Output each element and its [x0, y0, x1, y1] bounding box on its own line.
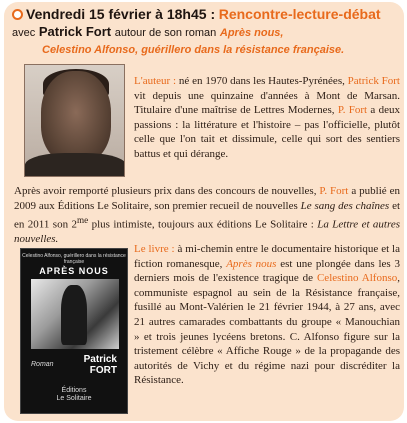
event-date: Vendredi 15 février à 18h45 :: [26, 6, 216, 22]
cover-image: [31, 279, 119, 349]
prizes-paragraph: Après avoir remporté plusieurs prix dans des concours de nouvelles, P. Fort a publié en 2009 aux Éditions Le Solitaire, son premier recueil de nouvelles Le sang des chaînes et en 2011 son $2^{me}$ plus intimiste, toujours aux éditions Le Solitaire : La Lettre et autres nouvelles.: [14, 185, 401, 246]
header-subtitle: Celestino Alfonso, guérillero dans la résistance française.: [42, 44, 345, 56]
around-text: autour de son roman: [114, 27, 217, 39]
author-photo: [24, 64, 125, 177]
hero-name: Celestino Alfonso: [316, 272, 398, 285]
book-title-1: Le sang des chaînes: [300, 199, 390, 212]
event-header: [12, 6, 402, 59]
author-label: L'auteur :: [134, 75, 177, 87]
with-text: avec: [12, 27, 36, 39]
book-cover: Celestino Alfonso, guérillero dans la résistance française APRÈS NOUS Roman Patrick FORT Éditions Le Solitaire: [20, 248, 128, 414]
cover-title: APRÈS NOUS: [39, 266, 109, 276]
bullet-icon: [12, 9, 23, 20]
event-card: [4, 2, 404, 421]
cover-author: Patrick FORT: [83, 354, 117, 376]
book-title-2: La Lettre et autres nouvelles.: [14, 218, 401, 246]
author-name: Patrick Fort: [347, 75, 400, 87]
author-paragraph: L'auteur : né en 1970 dans les Hautes-Pyrénées, Patrick Fort vit depuis une quinzaine d'années à Mont de Marsan. Titulaire d'une maîtrise de Lettres Modernes, P. Fort a deux passions : la littérature et l'histoire – pas l'officielle, plutôt celle que l'on tait et dissimule, celle qui sort des sentiers battus et qui dérange.: [134, 75, 400, 160]
header-author: Patrick Fort: [38, 24, 112, 39]
event-title: Rencontre-lecture-débat: [218, 6, 381, 22]
book-paragraph: Le livre : à mi-chemin entre le documentaire historique et la fiction romanesque, Après nous est une plongée dans les 3 derniers mois de l'existence tragique de Celestino Alfonso, communiste espagnol au sein de la Résistance française, fusillé au Mont-Valérien le 21 février 1944, à 27 ans, avec 21 autres camarades combattants du groupe « Manouchian » et trois jeunes lycéens bretons. C. Alfonso figure sur la tristement célèbre « Affiche Rouge » de la propagande des autorités de Vichy et du régime nazi pour discréditer la Résistance.: [134, 243, 401, 387]
cover-publisher: Éditions Le Solitaire: [56, 387, 92, 402]
book-label: Le livre :: [134, 243, 175, 255]
header-book-title: Après nous,: [219, 27, 284, 39]
